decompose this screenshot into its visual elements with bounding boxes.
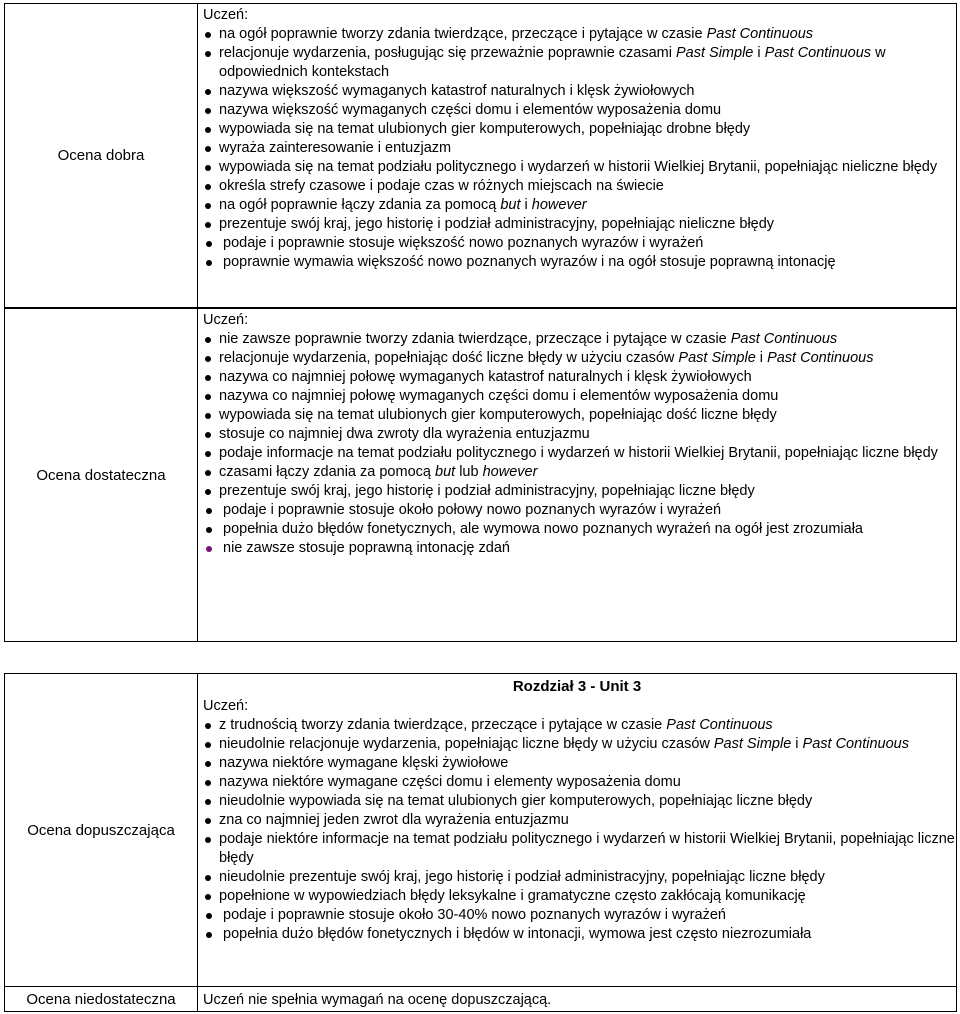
criteria-item [198,925,956,944]
criteria-item [198,139,956,158]
bullet-icon [205,432,211,438]
criteria-term: Past Continuous [666,717,773,733]
bullet-icon [205,32,211,38]
chapter-title: Rozdział 3 - Unit 3 [512,678,642,695]
bullet-icon [205,184,211,190]
criteria-text: nazywa co najmniej połowę wymaganych części domu i elementów wyposażenia domu [219,388,779,404]
bullet-icon [206,508,212,514]
bullet-icon [206,260,212,266]
criteria-text: nieudolnie relacjonuje wydarzenia, popełniając liczne błędy w użyciu czasów [219,736,714,752]
criteria-text: zna co najmniej jeden zwrot dla wyrażenia entuzjazmu [219,812,569,828]
criteria-term: Past Continuous [730,331,838,347]
grade-table-dobra [4,3,957,308]
criteria-item [198,539,956,558]
criteria-text: nie zawsze stosuje poprawną intonację zdań [223,540,510,556]
bullet-icon [205,818,211,824]
grade-table-dopuszczajaca [4,673,957,987]
criteria-item [198,735,956,754]
criteria-term: Past Continuous [767,350,874,366]
bullet-icon [205,127,211,133]
grade-label-dopuszczajaca: Ocena dopuszczająca [5,674,198,987]
criteria-text: relacjonuje wydarzenia, popełniając dość liczne błędy w użyciu czasów [219,350,679,366]
criteria-term: however [482,464,538,480]
criteria-text: relacjonuje wydarzenia, posługując się przeważnie poprawnie czasami [219,45,676,61]
criteria-term: Past Simple [676,45,754,61]
criteria-item [198,368,956,387]
criteria-item [198,406,956,425]
bullet-icon [206,241,212,247]
criteria-text: w odpowiednich kontekstach [219,45,886,80]
criteria-item [198,501,956,520]
criteria-term: Past Simple [713,736,792,752]
bullet-icon [205,89,211,95]
criteria-item [198,234,956,253]
bullet-icon [205,375,211,381]
criteria-item [198,887,956,906]
criteria-text: nieudolnie wypowiada się na temat ulubionych gier komputerowych, popełniając liczne błędy [219,793,813,809]
criteria-text: nazywa co najmniej połowę wymaganych katastrof naturalnych i klęsk żywiołowych [219,369,752,385]
criteria-text: nazywa niektóre wymagane części domu i elementy wyposażenia domu [219,774,681,790]
criteria-item [198,716,956,735]
criteria-item [198,158,956,177]
bullet-icon [205,108,211,114]
bullet-icon [205,875,211,881]
criteria-text: wypowiada się na temat ulubionych gier komputerowych, popełniając dość liczne błędy [219,407,777,423]
criteria-item [198,349,956,368]
criteria-term: however [531,197,587,213]
bullet-icon [205,799,211,805]
grade-table-dostateczna [4,308,957,642]
criteria-lead: Uczeń: [203,698,249,714]
criteria-text: prezentuje swój kraj, jego historię i podział administracyjny, popełniając liczne błędy [219,483,755,499]
bullet-icon [205,146,211,152]
criteria-item [198,754,956,773]
criteria-term: but [435,464,456,480]
criteria-text: na ogół poprawnie tworzy zdania twierdzące, przeczące i pytające w czasie [219,26,707,42]
criteria-list-dopuszczajaca [198,716,956,944]
criteria-text: wypowiada się na temat podziału politycznego i wydarzeń w historii Wielkiej Brytanii, popełniając nieliczne błędy [219,159,938,175]
criteria-item [198,387,956,406]
bullet-icon [206,932,212,938]
bullet-icon [205,761,211,767]
bullet-icon [205,780,211,786]
criteria-item [198,444,956,463]
criteria-cell-dostateczna [198,309,957,642]
criteria-cell-dopuszczajaca [198,674,957,987]
criteria-lead: Uczeń: [203,312,249,328]
criteria-text: i [755,350,768,366]
criteria-text: stosuje co najmniej dwa zwroty dla wyrażenia entuzjazmu [219,426,590,442]
criteria-text: nieudolnie prezentuje swój kraj, jego historię i podział administracyjny, popełniając liczne błędy [219,869,825,885]
bullet-icon [206,527,212,533]
criteria-item [198,44,956,82]
criteria-term: Past Continuous [802,736,909,752]
criteria-text: popełnia dużo błędów fonetycznych i błędów w intonacji, wymowa jest często niezrozumiała [223,926,812,942]
criteria-text: z trudnością tworzy zdania twierdzące, przeczące i pytające w czasie [219,717,667,733]
criteria-lead: Uczeń: [203,7,249,23]
bullet-icon [205,337,211,343]
criteria-item [198,120,956,139]
criteria-item [198,868,956,887]
criteria-item [198,196,956,215]
bullet-icon [205,51,211,57]
criteria-text: podaje i poprawnie stosuje około 30-40% nowo poznanych wyrazów i wyrażeń [223,907,726,923]
criteria-item [198,773,956,792]
criteria-text: popełnia dużo błędów fonetycznych, ale wymowa nowo poznanych wyrażeń na ogół jest zrozumiała [223,521,863,537]
criteria-item [198,520,956,539]
criteria-cell-niedostateczna [198,987,957,1012]
grade-label-dobra: Ocena dobra [5,4,198,308]
criteria-item [198,830,956,868]
criteria-term: Past Continuous [706,26,814,42]
grade-label-dostateczna: Ocena dostateczna [5,309,198,642]
criteria-item [198,425,956,444]
criteria-text: lub [455,464,483,480]
bullet-icon [205,723,211,729]
criteria-item [198,25,956,44]
criteria-text: podaje niektóre informacje na temat podziału politycznego i wydarzeń w historii Wielkiej Brytanii, popełniając liczne błędy [219,831,955,866]
bullet-icon [205,451,211,457]
criteria-text: prezentuje swój kraj, jego historię i podział administracyjny, popełniając nieliczne błędy [219,216,775,232]
bullet-icon [205,394,211,400]
criteria-item [198,101,956,120]
grade-label-niedostateczna: Ocena niedostateczna [5,987,198,1012]
criteria-term: but [500,197,521,213]
criteria-text: podaje i poprawnie stosuje większość nowo poznanych wyrazów i wyrażeń [223,235,704,251]
criteria-text: nie zawsze poprawnie tworzy zdania twierdzące, przeczące i pytające w czasie [219,331,731,347]
criteria-text: podaje i poprawnie stosuje około połowy nowo poznanych wyrazów i wyrażeń [223,502,722,518]
criteria-item [198,463,956,482]
criteria-text: Uczeń nie spełnia wymagań na ocenę dopuszczającą. [203,992,552,1008]
criteria-text: określa strefy czasowe i podaje czas w różnych miejscach na świecie [219,178,664,194]
criteria-item [198,177,956,196]
criteria-text: podaje informacje na temat podziału politycznego i wydarzeń w historii Wielkiej Brytanii, popełniając liczne błędy [219,445,938,461]
criteria-text: poprawnie wymawia większość nowo poznanych wyrazów i na ogół stosuje poprawną intonację [223,254,836,270]
criteria-item [198,215,956,234]
criteria-text: i [791,736,803,752]
criteria-text: popełnione w wypowiedziach błędy leksykalne i gramatyczne często zakłócają komunikację [219,888,806,904]
criteria-text: na ogół poprawnie łączy zdania za pomocą [219,197,501,213]
bullet-icon [205,356,211,362]
criteria-term: Past Simple [678,350,756,366]
criteria-item [198,906,956,925]
criteria-list-dostateczna [198,330,956,558]
bullet-icon [205,413,211,419]
bullet-icon [205,470,211,476]
bullet-icon [205,489,211,495]
grade-table-niedostateczna [4,986,957,1012]
bullet-icon [205,165,211,171]
criteria-item [198,482,956,501]
criteria-item [198,330,956,349]
criteria-item [198,253,956,272]
criteria-text: i [753,45,765,61]
criteria-text: nazywa niektóre wymagane klęski żywiołowe [219,755,509,771]
bullet-icon [205,222,211,228]
criteria-text: nazywa większość wymaganych katastrof naturalnych i klęsk żywiołowych [219,83,695,99]
bullet-icon [205,203,211,209]
criteria-text: i [520,197,532,213]
criteria-item [198,811,956,830]
criteria-list-dobra [198,25,956,272]
bullet-icon [206,913,212,919]
bullet-icon [205,742,211,748]
criteria-text: czasami łączy zdania za pomocą [219,464,435,480]
criteria-cell-dobra [198,4,957,308]
criteria-text: wyraża zainteresowanie i entuzjazm [219,140,452,156]
bullet-icon [205,894,211,900]
criteria-item [198,792,956,811]
criteria-text: nazywa większość wymaganych części domu i elementów wyposażenia domu [219,102,722,118]
bullet-icon [205,837,211,843]
criteria-term: Past Continuous [764,45,872,61]
criteria-text: wypowiada się na temat ulubionych gier komputerowych, popełniając drobne błędy [219,121,751,137]
bullet-icon [206,546,212,552]
criteria-item [198,82,956,101]
